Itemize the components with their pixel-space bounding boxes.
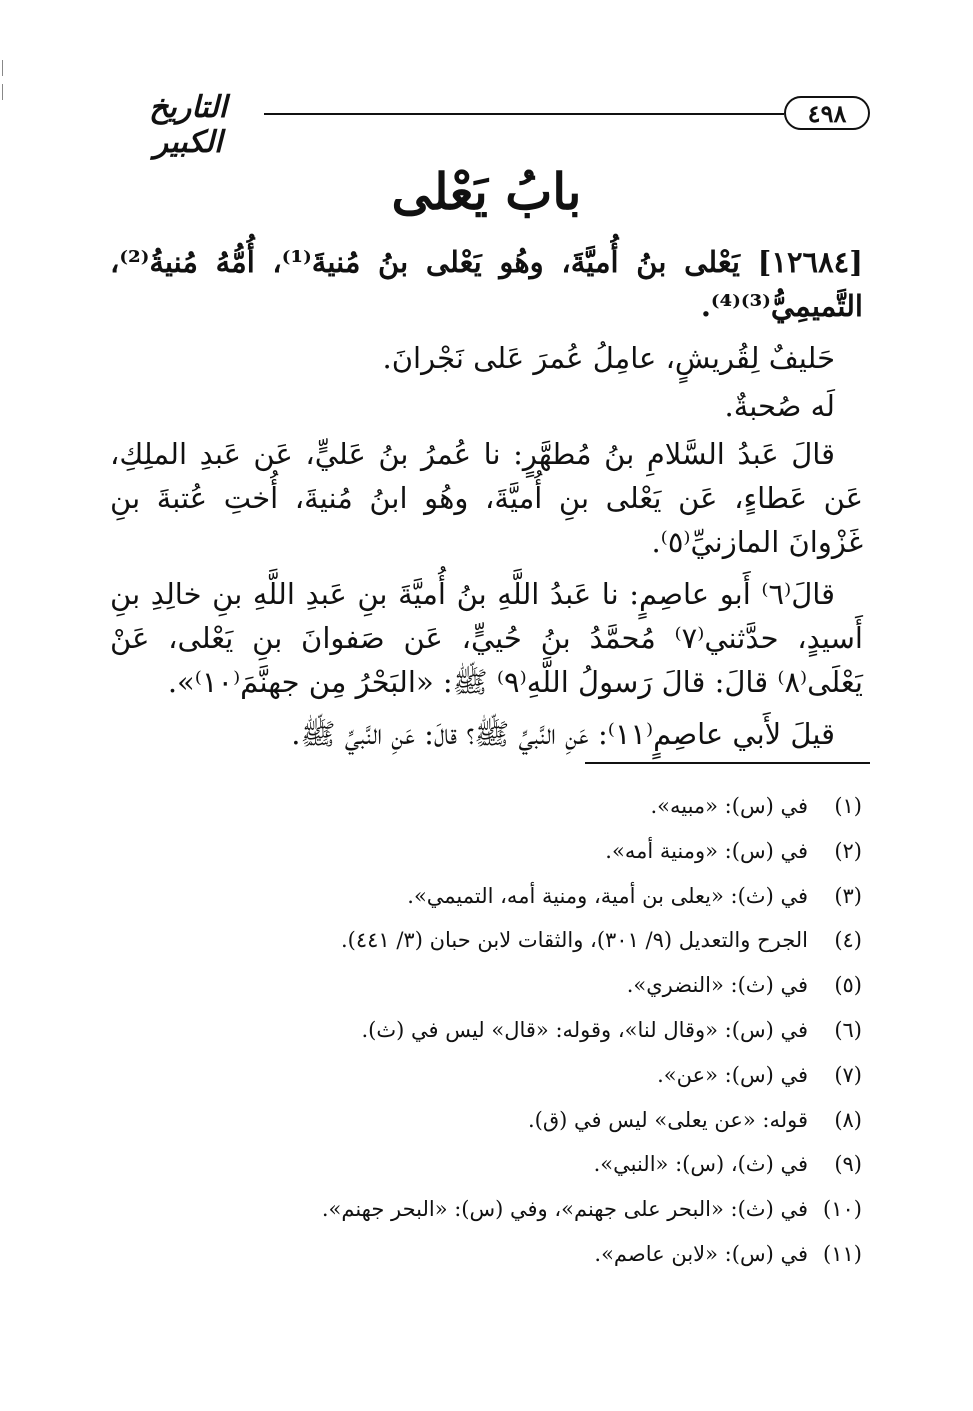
page-edge-mark xyxy=(2,60,3,76)
paragraph: قالَ⁽٦⁾ أَبو عاصِمٍ: نا عَبدُ اللَّهِ بنُ أُميَّةَ بنِ عَبدِ اللَّهِ بنِ خالِدِ بنِ أَسيدٍ، حدَّثني⁽٧⁾ مُحمَّدُ بنُ حُييٍّ، عَن صَفوانَ بنِ يَعْلى، عَنْ يَعْلَى⁽٨⁾ قالَ: قالَ رَسولُ اللَّهِ⁽٩⁾ ﷺ: «البَحْرُ مِن جهنَّمَ⁽١٠⁾». xyxy=(110,577,863,699)
footnote xyxy=(110,1142,862,1187)
footnotes xyxy=(110,784,862,1277)
footnote-text: في (س): «مبيه». xyxy=(650,794,808,818)
footnote-text: الجرح والتعديل (٩/ ٣٠١)، والثقات لابن حبان (٣/ ٤٤١). xyxy=(340,928,808,953)
main-text xyxy=(110,240,863,764)
footnote xyxy=(110,784,862,829)
footnote-number: (١٠) xyxy=(823,1197,862,1222)
header-rule xyxy=(264,113,784,115)
footnote-number: (٤) xyxy=(834,928,862,953)
footnote-text: قوله: «عن يعلى» ليس في (ق). xyxy=(527,1107,808,1132)
entry-line: حَليفٌ لِقُريشٍ، عامِلُ عُمرَ عَلى نَجْرانَ. xyxy=(382,341,835,375)
page-number: ٤٩٨ xyxy=(784,96,870,130)
footnote-text: في (س): «وقال لنا»، وقوله: «قال» ليس في (ث). xyxy=(361,1017,808,1042)
entry-lead: [١٢٦٨٤] يَعْلى بنُ أُميَّةَ، وهُو يَعْلى بنُ مُنيةَ⁽¹⁾، أُمُّهُ مُنيةُ⁽²⁾، التَّميمِيُّ⁽³⁾⁽⁴⁾. xyxy=(110,245,863,323)
footnote-text: في (ث)، (س): «النبي». xyxy=(593,1152,808,1177)
footnote-number: (٢) xyxy=(834,838,862,863)
footnote-number: (١١) xyxy=(823,1241,862,1266)
paragraph: قالَ عَبدُ السَّلامِ بنُ مُطهَّرٍ: نا عُمرُ بنُ عَليٍّ، عَن عَبدِ الملِكِ، عَن عَطاءٍ، عَن يَعْلى بنِ أُميَّةَ، وهُو ابنُ مُنيةَ، أُختِ عُتبةَ بنِ غَزْوانَ المازنيِّ⁽٥⁾. xyxy=(110,437,863,559)
footnote-text: في (س): «عن». xyxy=(657,1062,808,1087)
footnote xyxy=(110,963,862,1008)
footnote xyxy=(110,1008,862,1053)
footnote-text: في (ث): «البحر على جهنم»، وفي (س): «البحر جهنم». xyxy=(321,1197,808,1222)
footnote-text: في (ث): «يعلى بن أمية، ومنية أمه، التميمي». xyxy=(407,883,808,908)
footnote-number: (٣) xyxy=(834,883,862,908)
footnote-number: (٨) xyxy=(834,1107,862,1132)
chapter-title: بابُ يَعْلى xyxy=(391,162,582,221)
footnote-text: في (ث): «النضري». xyxy=(626,973,808,998)
footnote xyxy=(110,918,862,963)
footnote xyxy=(110,829,862,874)
footnote-number: (٥) xyxy=(834,973,862,998)
footnote-number: (٧) xyxy=(834,1062,862,1087)
footnote-text: في (س): «لابن عاصم». xyxy=(594,1241,808,1266)
entry-line: لَه صُحبةٌ. xyxy=(724,389,835,423)
footnote-number: (١) xyxy=(834,794,862,818)
paragraph: قيلَ لأَبي عاصِمٍ⁽١١⁾: عَنِ النَّبيِّ ﷺ؟ قالَ: عَنِ النَّبيِّ ﷺ. xyxy=(291,717,835,751)
footnote xyxy=(110,1232,862,1277)
footnote-number: (٦) xyxy=(834,1017,862,1042)
page-header xyxy=(118,88,870,160)
footnote-separator xyxy=(585,762,870,764)
footnote xyxy=(110,1187,862,1232)
footnote-text: في (س): «ومنية أمه». xyxy=(605,838,808,863)
footnote-number: (٩) xyxy=(834,1152,862,1177)
book-title: التاريخ الكبير xyxy=(149,90,227,160)
entry-heading xyxy=(110,240,863,328)
footnote xyxy=(110,1053,862,1098)
footnote xyxy=(110,874,862,919)
page-edge-mark xyxy=(2,84,3,100)
footnote xyxy=(110,1098,862,1143)
